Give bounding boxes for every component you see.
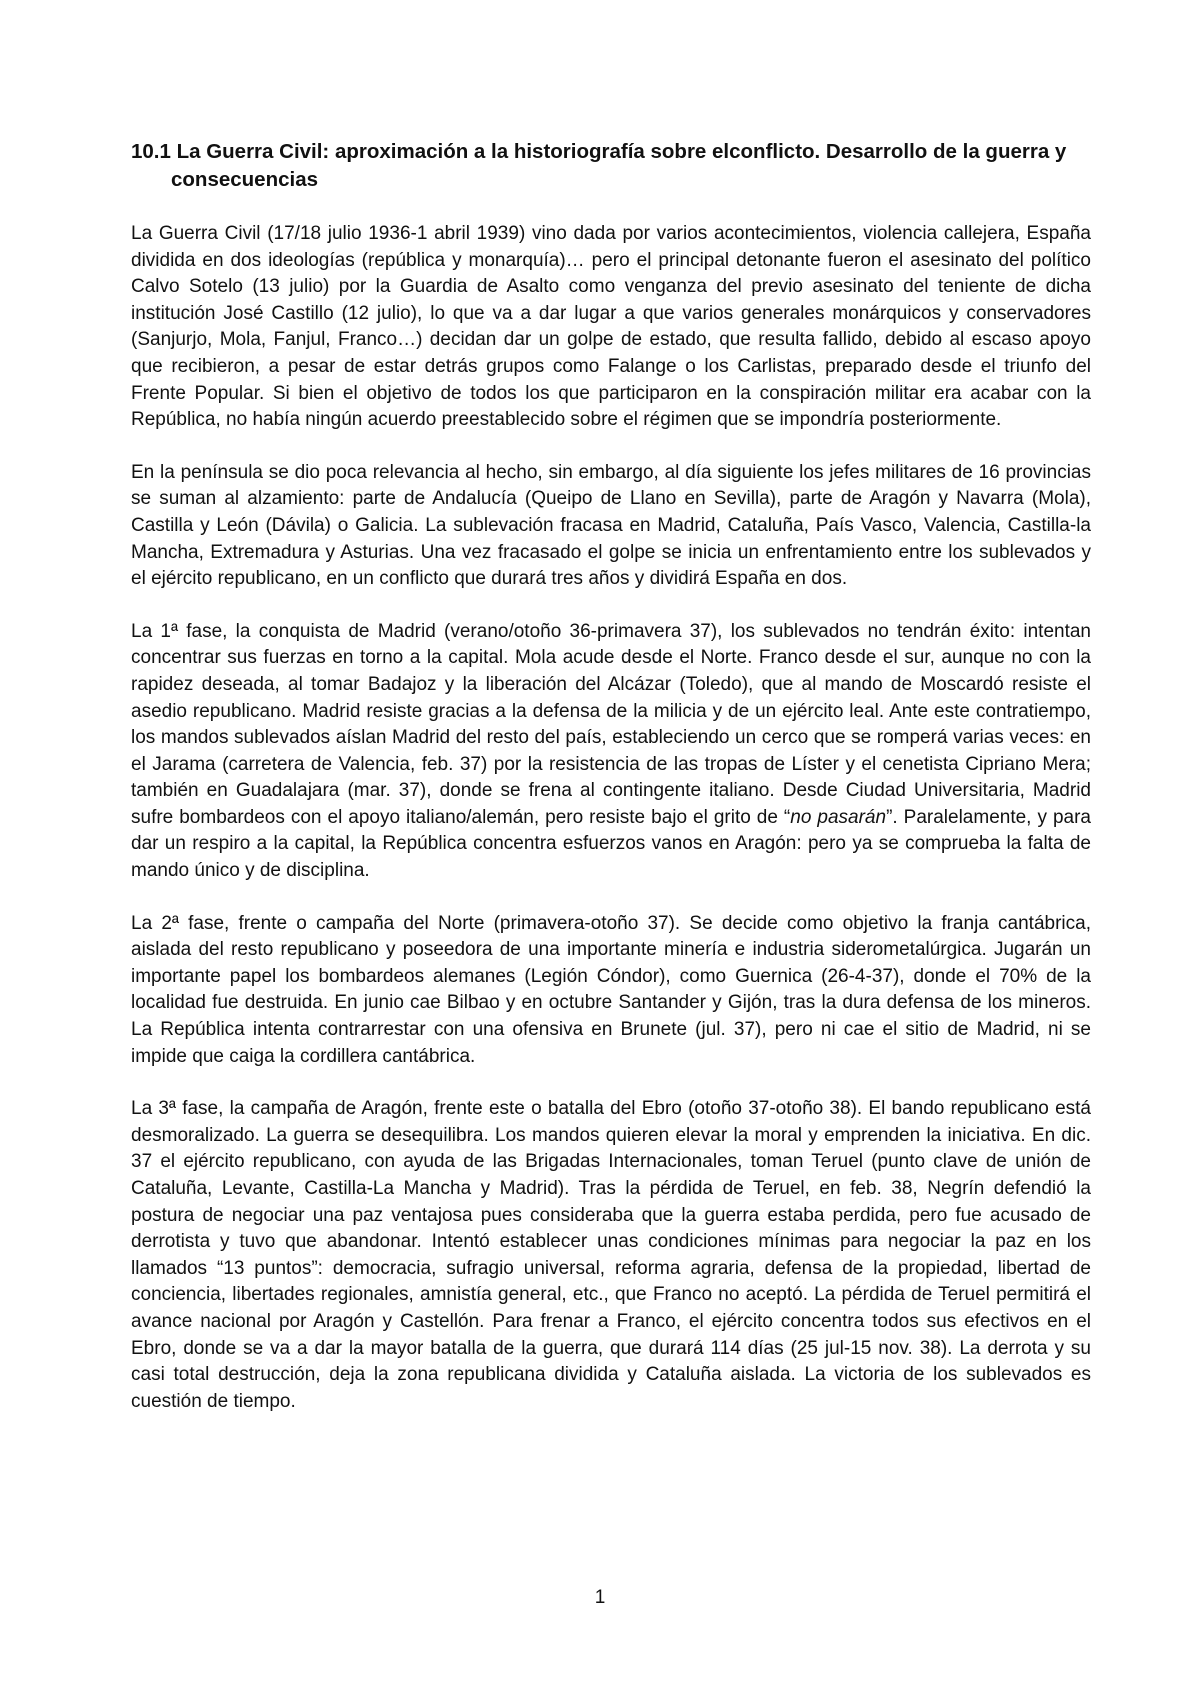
paragraph-intro: La Guerra Civil (17/18 julio 1936-1 abril 1939) vino dada por varios acontecimientos, violencia callejera, España dividida en dos ideologías (república y monarquía)… pero el principal detonante fueron el asesinato del político Calvo Sotelo (13 julio) por la Guardia de Asalto como venganza del previo asesinato del teniente de dicha institución José Castillo (12 julio), lo que va a dar lugar a que varios generales monárquicos y conservadores (Sanjurjo, Mola, Fanjul, Franco…) decidan dar un golpe de estado, que resulta fallido, debido al escaso apoyo que recibieron, a pesar de estar detrás grupos como Falange o los Carlistas, preparado desde el triunfo del Frente Popular. Si bien el objetivo de todos los que participaron en la conspiración militar era acabar con la República, no había ningún acuerdo preestablecido sobre el régimen que se impondría posteriormente.: [131, 223, 1091, 431]
paragraph-phase-3: La 3ª fase, la campaña de Aragón, frente este o batalla del Ebro (otoño 37-otoño 38). El bando republicano está desmoralizado. La guerra se desequilibra. Los mandos quieren elevar la moral y emprenden la iniciativa. En dic. 37 el ejército republicano, con ayuda de las Brigadas Internacionales, toman Teruel (punto clave de unión de Cataluña, Levante, Castilla-La Mancha y Madrid). Tras la pérdida de Teruel, en feb. 38, Negrín defendió la postura de negociar una paz ventajosa pues consideraba que la guerra estaba perdida, pero fue acusado de derrotista y tuvo que abandonar. Intentó establecer unas condiciones mínimas para negociar la paz en los llamados “13 puntos”: democracia, sufragio universal, reforma agraria, defensa de la propiedad, libertad de conciencia, libertades regionales, amnistía general, etc., que Franco no aceptó. La pérdida de Teruel permitirá el avance nacional por Aragón y Castellón. Para frenar a Franco, el ejército concentra todos sus efectivos en el Ebro, donde se va a dar la mayor batalla de la guerra, que durará 114 días (25 jul-15 nov. 38). La derrota y su casi total destrucción, deja la zona republicana dividida y Cataluña aislada. La victoria de los sublevados es cuestión de tiempo.: [131, 1098, 1091, 1412]
paragraph-phase-2: La 2ª fase, frente o campaña del Norte (primavera-otoño 37). Se decide como objetivo la franja cantábrica, aislada del resto republicano y poseedora de una importante minería e industria siderometalúrgica. Jugarán un importante papel los bombardeos alemanes (Legión Cóndor), como Guernica (26-4-37), donde el 70% de la localidad fue destruida. En junio cae Bilbao y en octubre Santander y Gijón, tras la dura defensa de los mineros. La República intenta contrarrestar con una ofensiva en Brunete (jul. 37), pero ni cae el sitio de Madrid, ni se impide que caiga la cordillera cantábrica.: [131, 912, 1091, 1067]
phase-1-text-before: La 1ª fase, la conquista de Madrid (verano/otoño 36-primavera 37), los sublevados no tendrán éxito: intentan concentrar sus fuerzas en torno a la capital. Mola acude desde el Norte. Franco desde el sur, aunque no con la rapidez deseada, al tomar Badajoz y la liberación del Alcázar (Toledo), que al mando de Moscardó resiste el asedio republicano. Madrid resiste gracias a la defensa de la milicia y de un ejército leal. Ante este contratiempo, los mandos sublevados aíslan Madrid del resto del país, estableciendo un cerco que se romperá varias veces: en el Jarama (carretera de Valencia, feb. 37) por la resistencia de las tropas de Líster y el cenetista Cipriano Mera; también en Guadalajara (mar. 37), donde se frena al contingente italiano. Desde Ciudad Universitaria, Madrid sufre bombardeos con el apoyo italiano/alemán, pero resiste bajo el grito de “: [131, 620, 1091, 828]
document-title: 10.1 La Guerra Civil: aproximación a la historiografía sobre elconflicto. Desarrollo de la guerra y consecuencias: [131, 140, 1067, 191]
document-body: [131, 221, 1091, 1441]
page-number: 1: [594, 1587, 606, 1608]
phase-1-emphasis: no pasarán: [790, 806, 887, 828]
paragraph-uprising: En la península se dio poca relevancia al hecho, sin embargo, al día siguiente los jefes militares de 16 provincias se suman al alzamiento: parte de Andalucía (Queipo de Llano en Sevilla), parte de Aragón y Navarra (Mola), Castilla y León (Dávila) o Galicia. La sublevación fracasa en Madrid, Cataluña, País Vasco, Valencia, Castilla-la Mancha, Extremadura y Asturias. Una vez fracasado el golpe se inicia un enfrentamiento entre los sublevados y el ejército republicano, en un conflicto que durará tres años y dividirá España en dos.: [131, 461, 1091, 590]
phase-1-text-after: ”. Paralelamente, y para dar un respiro a la capital, la República concentra esfuerzos vanos en Aragón: pero ya se comprueba la falta de mando único y de disciplina.: [131, 806, 1091, 882]
paragraph-phase-1: [131, 619, 1091, 885]
